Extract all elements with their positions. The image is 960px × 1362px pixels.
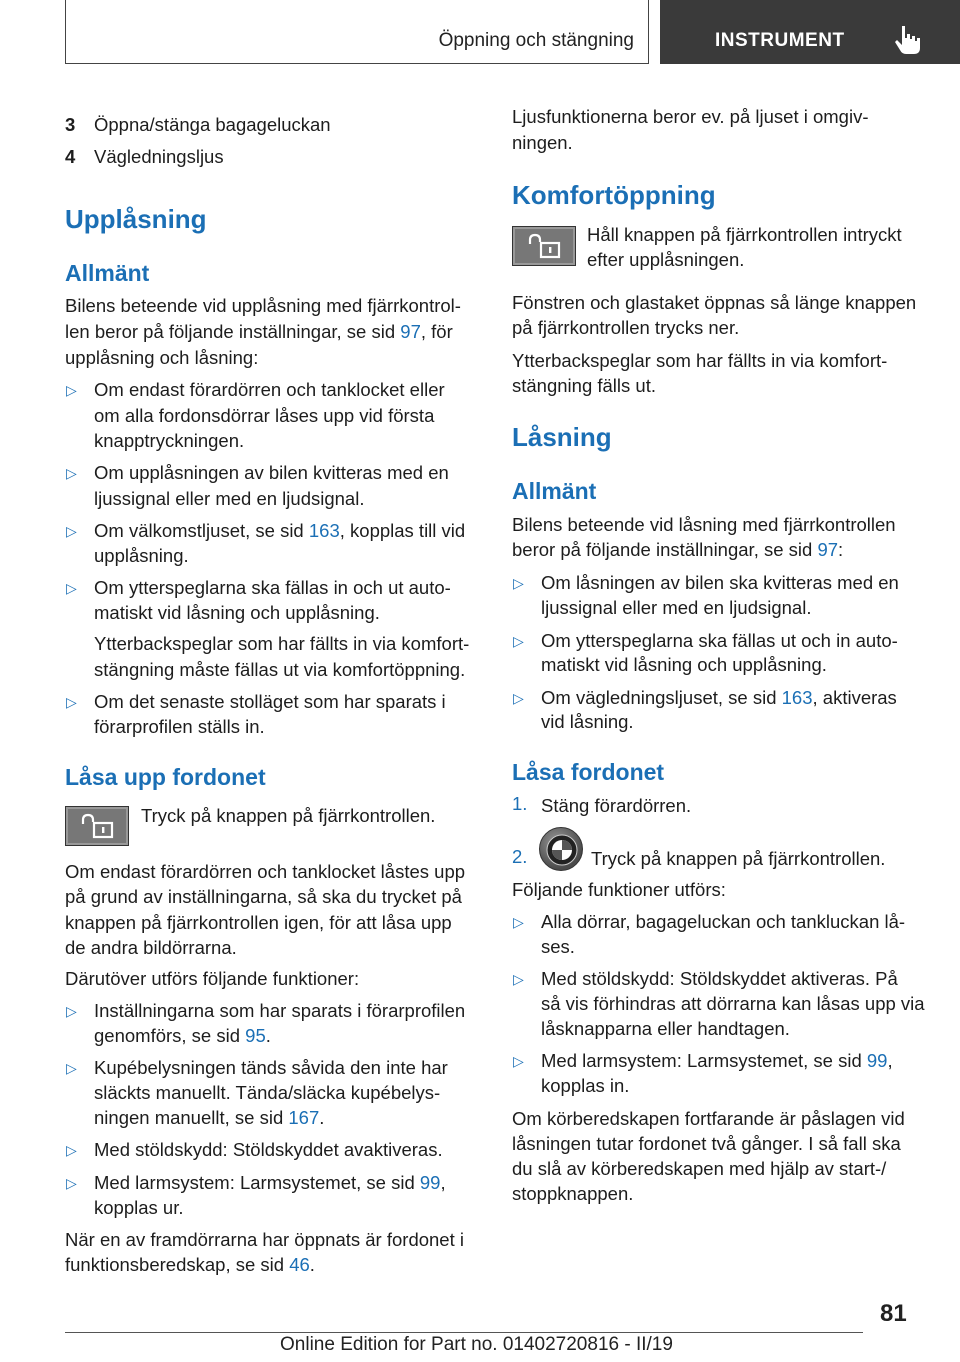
step-text: Stäng förardörren. — [541, 795, 692, 816]
bullet-text: ljussignal eller med en ljudsignal. — [541, 597, 812, 618]
bullet-icon: ▷ — [66, 1175, 77, 1191]
paragraph-line: Därutöver utförs följande funktioner: — [65, 968, 360, 989]
bullet-text: matiskt vid låsning och upplåsning. — [541, 654, 827, 675]
bullet-icon: ▷ — [513, 914, 524, 930]
page-link[interactable]: 46 — [289, 1254, 310, 1275]
paragraph-line: Bilens beteende vid upplåsning med fjärrkontrol- — [65, 295, 461, 316]
bmw-key-button — [539, 827, 583, 871]
item-label: Öppna/stänga bagageluckan — [94, 114, 331, 135]
paragraph-line: När en av framdörrarna har öppnats är fordonet i — [65, 1229, 464, 1250]
bullet-text: genomförs, se sid 95. — [94, 1025, 271, 1046]
paragraph-line: Om körberedskapen fortfarande är påslagen vid — [512, 1108, 905, 1129]
bmw-logo-icon — [546, 834, 578, 866]
heading-lasa-fordonet: Låsa fordonet — [512, 759, 665, 785]
bullet-text: Om välkomstljuset, se sid 163, kopplas till vid — [94, 520, 466, 541]
bullet-text: Inställningarna som har sparats i förarprofilen — [94, 1000, 466, 1021]
bullet-icon: ▷ — [66, 465, 77, 481]
heading-lasa-upp: Låsa upp fordonet — [65, 764, 266, 790]
key-instruction: efter upplåsningen. — [587, 249, 745, 270]
paragraph-line: de andra bildörrarna. — [65, 937, 237, 958]
bullet-text: Med stöldskydd: Stöldskyddet avaktiveras. — [94, 1139, 443, 1160]
bullet-text: kopplas in. — [541, 1075, 630, 1096]
heading-upplasning: Upplåsning — [65, 204, 207, 234]
heading-allmant: Allmänt — [512, 478, 597, 504]
paragraph-line: på fjärrkontrollen trycks ner. — [512, 317, 740, 338]
page-number: 81 — [880, 1300, 907, 1327]
bullet-text: Om ytterspeglarna ska fällas ut och in auto- — [541, 630, 898, 651]
unlock-key-button — [512, 226, 576, 266]
unlock-key-button — [65, 806, 129, 846]
paragraph-line: du slå av körberedskapen med hjälp av start-/ — [512, 1158, 887, 1179]
key-instruction: Tryck på knappen på fjärrkontrollen. — [141, 805, 436, 826]
bullet-text: Alla dörrar, bagageluckan och tankluckan lå- — [541, 911, 906, 932]
paragraph-line: Fönstren och glastaket öppnas så länge knappen — [512, 292, 917, 313]
paragraph-line: Ytterbackspeglar som har fällts in via komfort- — [512, 350, 888, 371]
step-text: Tryck på knappen på fjärrkontrollen. — [591, 848, 886, 869]
bullet-text: förarprofilen ställs in. — [94, 716, 265, 737]
step-number: 1. — [512, 793, 528, 814]
paragraph-line: stoppknappen. — [512, 1183, 634, 1204]
bullet-text: Om upplåsningen av bilen kvitteras med en — [94, 462, 449, 483]
bullet-text: upplåsning. — [94, 545, 189, 566]
bullet-icon: ▷ — [66, 694, 77, 710]
paragraph-line: stängning fälls ut. — [512, 375, 656, 396]
footer-divider — [65, 1332, 863, 1333]
heading-allmant: Allmänt — [65, 260, 150, 286]
paragraph-line: på grund av inställningarna, så ska du trycket på — [65, 886, 462, 907]
bullet-text: Om endast förardörren och tanklocket eller — [94, 379, 445, 400]
paragraph-line: upplåsning och låsning: — [65, 347, 259, 368]
header-section-title: Öppning och stängning — [438, 30, 634, 51]
bullet-text: ses. — [541, 936, 575, 957]
paragraph-line: knappen på fjärrkontrollen igen, för att låsa upp — [65, 912, 452, 933]
paragraph-line: funktionsberedskap, se sid 46. — [65, 1254, 315, 1275]
bullet-text: släckts manuellt. Tända/släcka kupébelys- — [94, 1082, 441, 1103]
page-link[interactable]: 95 — [245, 1025, 266, 1046]
paragraph-line: Följande funktioner utförs: — [512, 879, 726, 900]
heading-lasning: Låsning — [512, 422, 612, 452]
item-number: 4 — [65, 146, 76, 167]
unlock-icon — [80, 813, 116, 839]
touch-hand-icon — [892, 24, 922, 56]
bullet-text: Om vägledningsljuset, se sid 163, aktiveras — [541, 687, 897, 708]
bullet-icon: ▷ — [66, 523, 77, 539]
heading-komfortoppning: Komfortöppning — [512, 180, 716, 210]
bullet-text: ljussignal eller med en ljudsignal. — [94, 488, 365, 509]
bullet-text: Om ytterspeglarna ska fällas in och ut auto- — [94, 577, 451, 598]
bullet-icon: ▷ — [513, 971, 524, 987]
paragraph-line: Bilens beteende vid låsning med fjärrkontrollen — [512, 514, 896, 535]
bullet-text: om alla fordonsdörrar låses upp vid första — [94, 405, 435, 426]
page-link[interactable]: 99 — [419, 1172, 441, 1193]
page-link[interactable]: 163 — [781, 687, 813, 708]
bullet-icon: ▷ — [66, 1060, 77, 1076]
paragraph-line: len beror på följande inställningar, se sid 97, för — [65, 321, 453, 342]
bullet-icon: ▷ — [66, 382, 77, 398]
bullet-text: Om det senaste stolläget som har sparats i — [94, 691, 446, 712]
paragraph-line: Ljusfunktionerna beror ev. på ljuset i omgiv- — [512, 106, 869, 127]
unlock-icon — [527, 233, 563, 259]
page-link[interactable]: 167 — [288, 1107, 320, 1128]
bullet-text: Kupébelysningen tänds såvida den inte har — [94, 1057, 448, 1078]
bullet-text: ningen manuellt, se sid 167. — [94, 1107, 325, 1128]
bullet-text: Med larmsystem: Larmsystemet, se sid 99, — [94, 1172, 446, 1193]
bullet-text: vid låsning. — [541, 711, 634, 732]
page-link[interactable]: 99 — [866, 1050, 888, 1071]
page-link[interactable]: 97 — [817, 539, 839, 560]
item-label: Vägledningsljus — [94, 146, 224, 167]
bullet-icon: ▷ — [513, 1053, 524, 1069]
header-section-box — [65, 0, 649, 64]
bullet-icon: ▷ — [66, 1003, 77, 1019]
paragraph-line: Om endast förardörren och tanklocket låstes upp — [65, 861, 466, 882]
item-number: 3 — [65, 114, 76, 135]
bullet-text: matiskt vid låsning och upplåsning. — [94, 602, 380, 623]
bullet-text: låsknapparna eller handtagen. — [541, 1018, 790, 1039]
bullet-text: Med stöldskydd: Stöldskyddet aktiveras. På — [541, 968, 898, 989]
page-link[interactable]: 97 — [400, 321, 421, 342]
paragraph-line: låsningen tutar fordonet två gånger. I så fall ska — [512, 1133, 901, 1154]
step-number: 2. — [512, 846, 528, 867]
bullet-text: Ytterbackspeglar som har fällts in via komfort- — [94, 633, 470, 654]
header-chapter-title: INSTRUMENT — [715, 30, 845, 51]
bullet-text: Om låsningen av bilen ska kvitteras med en — [541, 572, 899, 593]
bullet-text: stängning måste fällas ut via komfortöppning. — [94, 659, 466, 680]
bullet-text: Med larmsystem: Larmsystemet, se sid 99, — [541, 1050, 893, 1071]
bullet-icon: ▷ — [513, 690, 524, 706]
bullet-icon: ▷ — [66, 1142, 77, 1158]
bullet-icon: ▷ — [66, 580, 77, 596]
bullet-text: knapptryckningen. — [94, 430, 245, 451]
bullet-icon: ▷ — [513, 575, 524, 591]
bullet-icon: ▷ — [513, 633, 524, 649]
paragraph-line: ningen. — [512, 132, 573, 153]
paragraph-line: beror på följande inställningar, se sid 97: — [512, 539, 844, 560]
footer-edition: Online Edition for Part no. 01402720816 - II/19 — [280, 1334, 673, 1355]
page-link[interactable]: 163 — [308, 520, 340, 541]
bullet-text: så vis förhindras att dörrarna kan låsas upp via — [541, 993, 925, 1014]
key-instruction: Håll knappen på fjärrkontrollen intryckt — [587, 224, 902, 245]
bullet-text: kopplas ur. — [94, 1197, 184, 1218]
